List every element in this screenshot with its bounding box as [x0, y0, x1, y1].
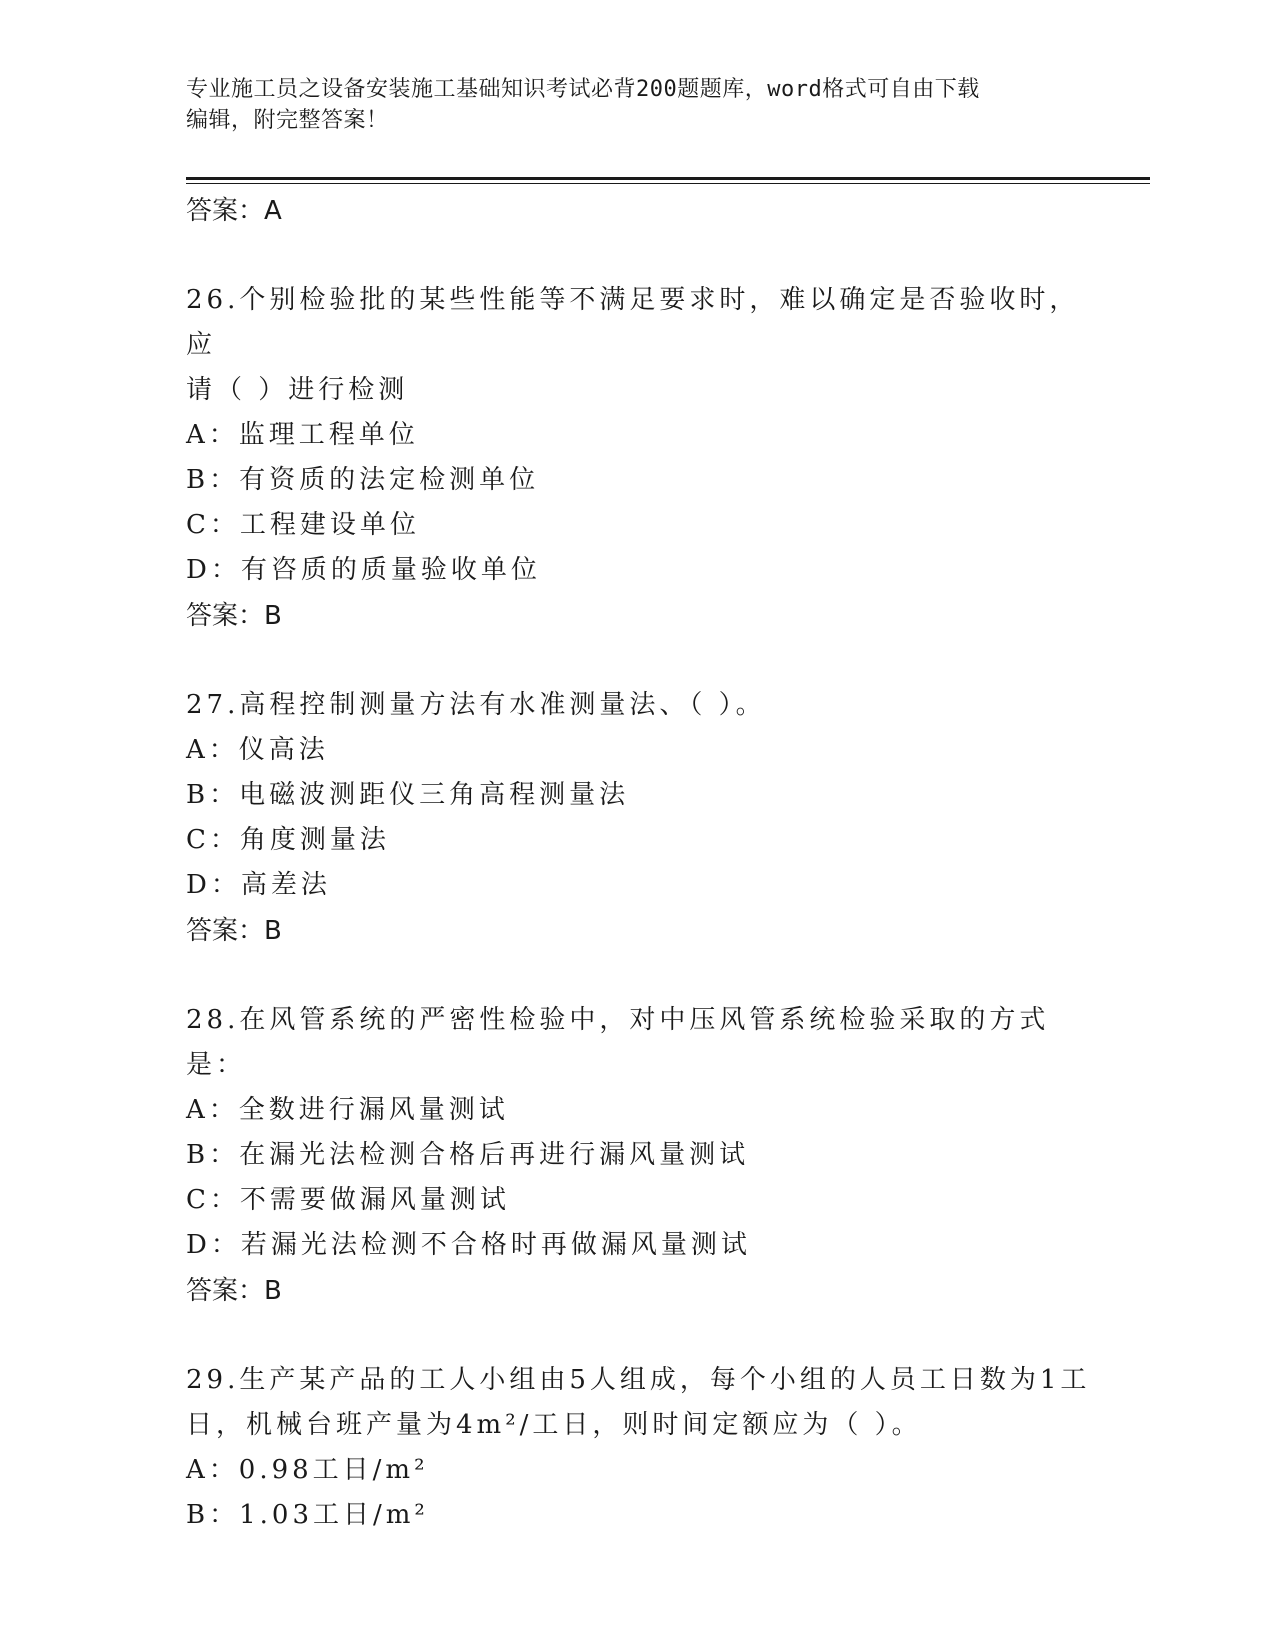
- question-27: [186, 683, 1106, 954]
- question-stem-line: 27.高程控制测量方法有水准测量法、（ ）。: [186, 690, 766, 720]
- option-c: C：不需要做漏风量测试: [186, 1185, 510, 1215]
- answer-line: 答案：B: [186, 601, 282, 631]
- question-26: [186, 278, 1106, 639]
- option-a: A：仪高法: [186, 735, 329, 765]
- answer-line: 答案：B: [186, 1276, 282, 1306]
- option-a: A：监理工程单位: [186, 420, 419, 450]
- option-a: A：全数进行漏风量测试: [186, 1095, 509, 1125]
- option-a: A：0.98工日/m²: [186, 1455, 429, 1485]
- answer-line: 答案：B: [186, 916, 282, 946]
- question-stem-line: 26.个别检验批的某些性能等不满足要求时，难以确定是否验收时，应: [186, 285, 1080, 360]
- question-stem-line: 28.在风管系统的严密性检验中，对中压风管系统检验采取的方式是：: [186, 1005, 1050, 1080]
- header-divider-thick: [186, 177, 1150, 180]
- question-list: [186, 188, 1106, 1538]
- header-line-1: 专业施工员之设备安装施工基础知识考试必背200题题库，word格式可自由下载: [186, 77, 980, 102]
- option-b: B：1.03工日/m²: [186, 1500, 429, 1530]
- document-header: [186, 74, 1086, 136]
- header-line-2: 编辑，附完整答案！: [186, 108, 389, 133]
- option-d: D：高差法: [186, 870, 331, 900]
- option-d: D：有咨质的质量验收单位: [186, 555, 541, 585]
- question-29: [186, 1358, 1106, 1538]
- option-d: D：若漏光法检测不合格时再做漏风量测试: [186, 1230, 751, 1260]
- question-stem-line: 请（ ）进行检测: [186, 375, 409, 405]
- question-stem-line: 29.生产某产品的工人小组由5人组成，每个小组的人员工日数为1工: [186, 1365, 1091, 1395]
- question-stem-line: 日，机械台班产量为4m²/工日，则时间定额应为（ ）。: [186, 1410, 922, 1440]
- option-c: C：角度测量法: [186, 825, 390, 855]
- option-b: B：在漏光法检测合格后再进行漏风量测试: [186, 1140, 750, 1170]
- option-c: C：工程建设单位: [186, 510, 420, 540]
- option-b: B：有资质的法定检测单位: [186, 465, 540, 495]
- header-divider-thin: [186, 183, 1150, 184]
- answer-line: 答案：A: [186, 196, 282, 226]
- option-b: B：电磁波测距仪三角高程测量法: [186, 780, 630, 810]
- question-28: [186, 998, 1106, 1314]
